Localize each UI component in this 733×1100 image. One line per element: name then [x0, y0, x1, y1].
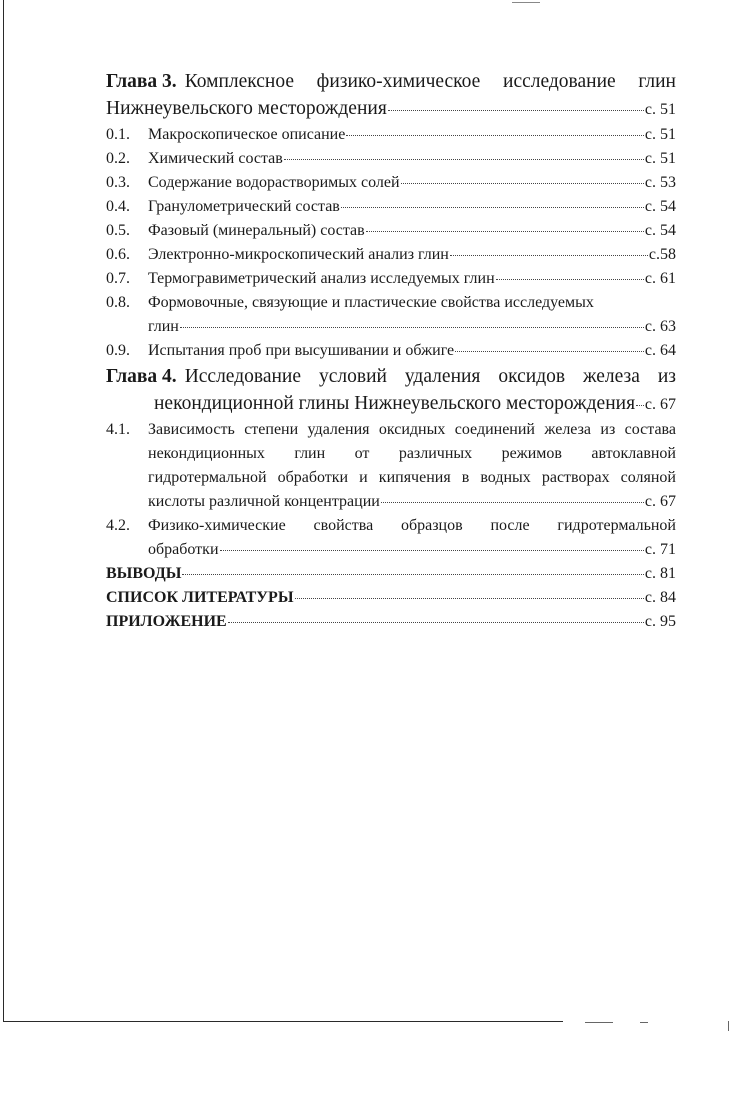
toc-item-conclusions[interactable]	[106, 562, 676, 586]
section-number: 0.8.	[106, 294, 130, 311]
toc-item[interactable]	[106, 418, 676, 514]
section-title-line: глин	[148, 318, 179, 335]
page-edge-left	[3, 0, 4, 1022]
section-number: 4.2.	[106, 517, 130, 534]
chapter-title-line: некондиционной глины Нижнеувельского месторождения	[154, 393, 636, 414]
page-number: с. 81	[644, 565, 676, 582]
page-number: с. 53	[644, 174, 676, 191]
toc-item[interactable]	[106, 123, 676, 147]
page-number: с. 54	[644, 198, 676, 215]
page-number: с. 63	[644, 318, 676, 335]
page-number: с. 51	[644, 101, 676, 118]
dot-leader	[496, 279, 644, 280]
chapter-title-line: Нижнеувельского месторождения	[106, 98, 387, 119]
dot-leader	[180, 327, 644, 328]
page-edge-bottom	[3, 1021, 563, 1022]
page-number: с. 67	[644, 396, 676, 413]
section-title: Фазовый (минеральный) состав	[148, 222, 365, 239]
dot-leader	[284, 159, 644, 160]
toc-item-appendix[interactable]	[106, 610, 676, 634]
toc-item[interactable]	[106, 219, 676, 243]
chapter-title-line: Исследование условий удаления оксидов железа из	[184, 366, 676, 387]
section-title-line: кислоты различной концентрации	[148, 493, 380, 510]
dot-leader	[346, 135, 644, 136]
section-number: 0.3.	[106, 174, 130, 191]
page-number: с. 95	[644, 613, 676, 630]
dot-leader	[228, 622, 644, 623]
scan-artifact	[640, 1022, 648, 1023]
toc-item[interactable]	[106, 147, 676, 171]
toc-item[interactable]	[106, 195, 676, 219]
toc-item[interactable]	[106, 171, 676, 195]
page-number: с. 84	[644, 589, 676, 606]
section-number: 0.7.	[106, 270, 130, 287]
dot-leader	[182, 574, 643, 575]
section-number: 0.9.	[106, 342, 130, 359]
section-title: Содержание водорастворимых солей	[148, 174, 400, 191]
dot-leader	[220, 550, 644, 551]
section-title: СПИСОК ЛИТЕРАТУРЫ	[106, 589, 294, 606]
page-number: с. 61	[644, 270, 676, 287]
section-title-line: Формовочные, связующие и пластические свойства исследуемых	[148, 294, 594, 311]
section-title-line: обработки	[148, 541, 219, 558]
toc-item[interactable]	[106, 514, 676, 562]
chapter-label: Глава 4.	[106, 366, 177, 387]
toc-item[interactable]	[106, 339, 676, 363]
section-title-line: Зависимость степени удаления оксидных соединений железа из состава	[148, 421, 676, 438]
dot-leader	[455, 351, 644, 352]
dot-leader	[388, 110, 644, 111]
page-number: с. 67	[644, 493, 676, 510]
section-title-line: Физико-химические свойства образцов после гидротермальной	[148, 517, 676, 534]
section-title-line: гидротермальной обработки и кипячения в водных растворах соляной	[148, 469, 676, 486]
dot-leader	[381, 502, 644, 503]
section-title: Электронно-микроскопический анализ глин	[148, 246, 449, 263]
dot-leader	[636, 405, 644, 406]
page-number: с. 64	[644, 342, 676, 359]
toc-item[interactable]	[106, 291, 676, 339]
page-number: с. 51	[644, 126, 676, 143]
page-number: с. 51	[644, 150, 676, 167]
section-title: Гранулометрический состав	[148, 198, 340, 215]
scan-artifact	[585, 1022, 613, 1023]
section-title: Химический состав	[148, 150, 283, 167]
page-number: с. 71	[644, 541, 676, 558]
page-number: с.58	[648, 246, 676, 263]
section-number: 4.1.	[106, 421, 130, 438]
section-number: 0.1.	[106, 126, 130, 143]
scan-artifact	[728, 1021, 729, 1031]
chapter-4-entry[interactable]	[106, 363, 676, 418]
table-of-contents	[106, 68, 676, 634]
dot-leader	[295, 598, 644, 599]
page-number: с. 54	[644, 222, 676, 239]
section-title: Испытания проб при высушивании и обжиге	[148, 342, 455, 359]
dot-leader	[401, 183, 644, 184]
section-number: 0.4.	[106, 198, 130, 215]
toc-item[interactable]	[106, 243, 676, 267]
dot-leader	[341, 207, 644, 208]
section-title: Макроскопическое описание	[148, 126, 346, 143]
section-number: 0.2.	[106, 150, 130, 167]
dot-leader	[366, 231, 644, 232]
chapter-3-entry[interactable]	[106, 68, 676, 123]
dot-leader	[450, 255, 648, 256]
section-number: 0.5.	[106, 222, 130, 239]
section-title-line: некондиционных глин от различных режимов автоклавной	[148, 445, 676, 462]
toc-item[interactable]	[106, 267, 676, 291]
page-edge-top	[512, 2, 540, 3]
section-title: Термогравиметрический анализ исследуемых глин	[148, 270, 495, 287]
section-title: ПРИЛОЖЕНИЕ	[106, 613, 227, 630]
section-number: 0.6.	[106, 246, 130, 263]
section-title: ВЫВОДЫ	[106, 565, 182, 582]
chapter-title-line: Комплексное физико-химическое исследование глин	[184, 71, 676, 92]
toc-item-references[interactable]	[106, 586, 676, 610]
chapter-label: Глава 3.	[106, 71, 177, 92]
